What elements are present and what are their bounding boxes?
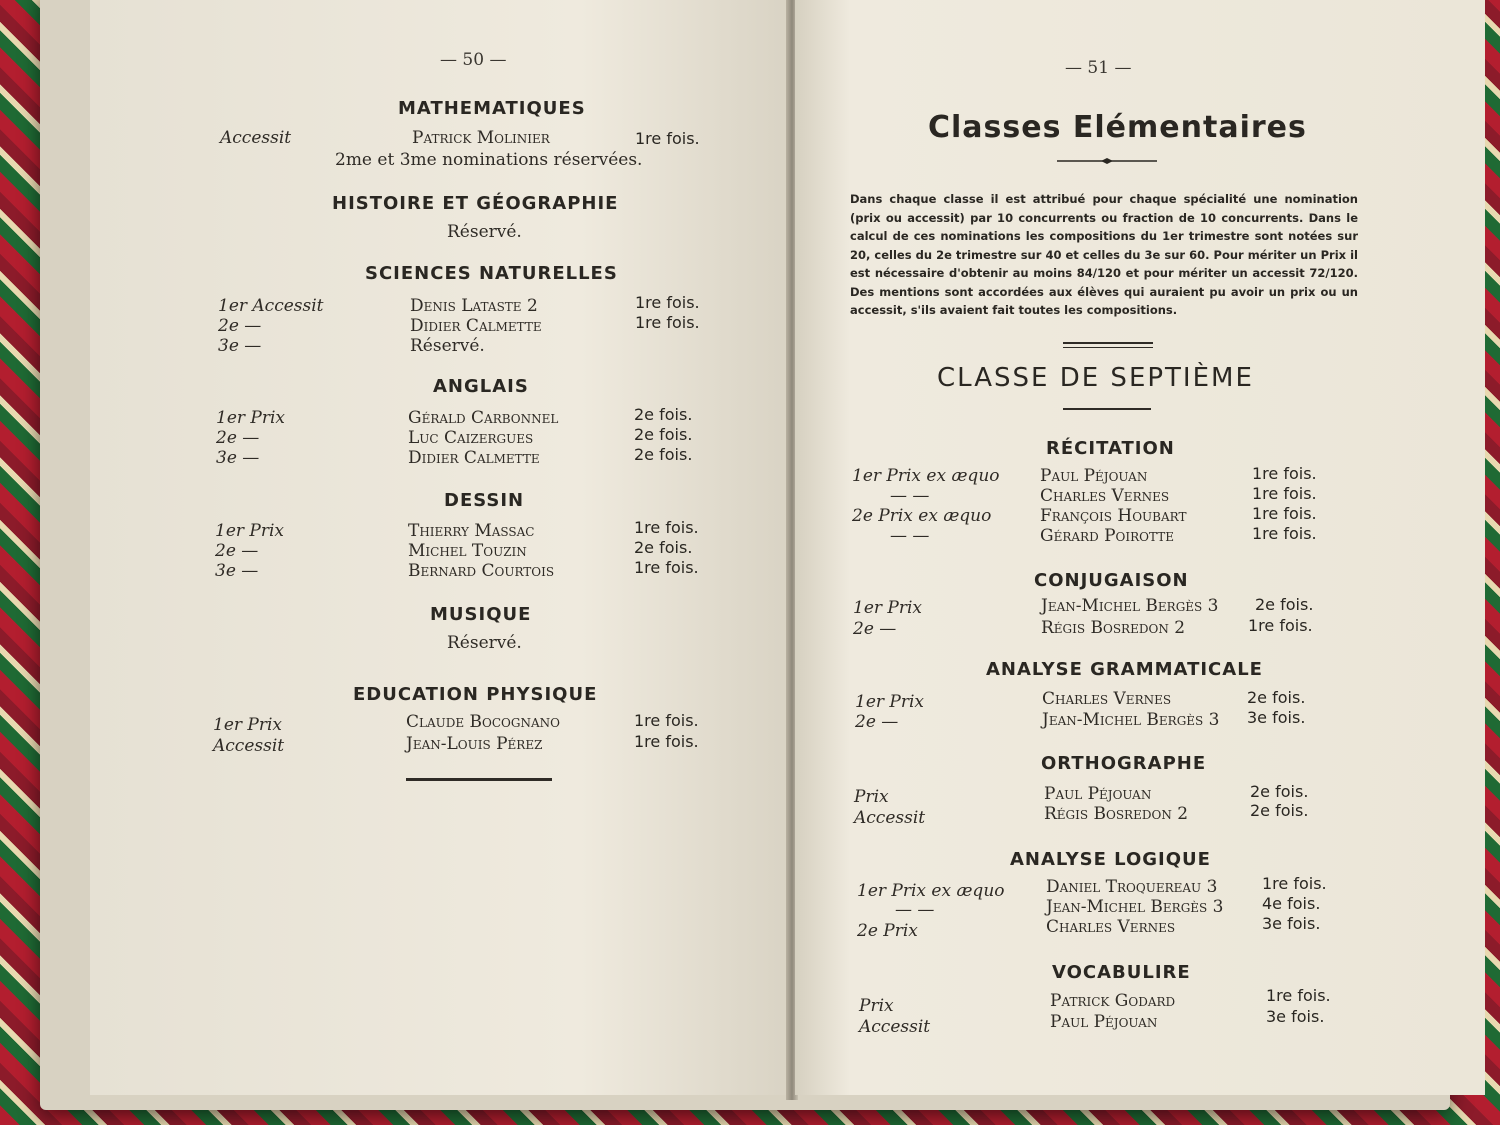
rank: Prix — [854, 787, 889, 807]
count: 1re fois. — [1248, 616, 1313, 635]
name: Charles Vernes — [1046, 917, 1176, 937]
rank: 2e — — [853, 619, 897, 639]
rank: Accessit — [213, 736, 285, 756]
rank: — — — [890, 526, 930, 546]
divider — [1063, 408, 1151, 410]
rank: 1er Prix ex æquo — [857, 881, 1005, 901]
rank: 1er Prix — [853, 598, 922, 618]
page-title: Classes Elémentaires — [928, 110, 1307, 145]
name: Gérald Carbonnel — [408, 408, 559, 428]
count: 1re fois. — [635, 129, 700, 148]
name: Jean-Michel Bergès 3 — [1042, 710, 1220, 730]
count: 3e fois. — [1262, 914, 1321, 933]
page-number: — 51 — — [1065, 58, 1132, 78]
right-page — [795, 0, 1485, 1095]
rank: 1er Prix — [213, 715, 282, 735]
note: 2me et 3me nominations réservées. — [335, 150, 643, 170]
name: Paul Péjouan — [1050, 1012, 1158, 1032]
rank: 3e — — [216, 448, 260, 468]
ornament-icon — [1057, 158, 1157, 164]
count: 1re fois. — [634, 732, 699, 751]
rank: Accessit — [854, 808, 926, 828]
class-title: CLASSE DE SEPTIÈME — [937, 363, 1254, 393]
name: Régis Bosredon 2 — [1044, 804, 1189, 824]
note: Réservé. — [447, 222, 522, 242]
count: 2e fois. — [1250, 782, 1309, 801]
name: Jean-Michel Bergès 3 — [1041, 596, 1219, 616]
count: 2e fois. — [1255, 595, 1314, 614]
name: Réservé. — [410, 336, 485, 356]
name: Charles Vernes — [1042, 689, 1172, 709]
section-heading: MUSIQUE — [430, 604, 532, 625]
count: 2e fois. — [634, 538, 693, 557]
count: 2e fois. — [1247, 688, 1306, 707]
section-heading: RÉCITATION — [1046, 438, 1175, 459]
name: Paul Péjouan — [1044, 784, 1152, 804]
name: Patrick Godard — [1050, 991, 1176, 1011]
rank: 3e — — [215, 561, 259, 581]
note: Réservé. — [447, 633, 522, 653]
count: 2e fois. — [634, 445, 693, 464]
rank: Prix — [859, 996, 894, 1016]
name: Didier Calmette — [408, 448, 540, 468]
name: Denis Lataste 2 — [410, 296, 538, 316]
count: 4e fois. — [1262, 894, 1321, 913]
rank: 1er Prix — [215, 521, 284, 541]
count: 3e fois. — [1247, 708, 1306, 727]
count: 1re fois. — [635, 313, 700, 332]
name: Patrick Molinier — [412, 128, 550, 148]
rank: 2e — — [855, 712, 899, 732]
rank: 1er Prix — [216, 408, 285, 428]
name: Jean-Louis Pérez — [406, 734, 543, 754]
count: 2e fois. — [1250, 801, 1309, 820]
divider — [1063, 347, 1153, 348]
rank: 2e — — [216, 428, 260, 448]
rank: 1er Prix ex æquo — [852, 466, 1000, 486]
rank: 3e — — [218, 336, 262, 356]
open-book — [40, 0, 1450, 1110]
rank: 2e — — [218, 316, 262, 336]
name: Claude Bocognano — [406, 712, 560, 732]
rank: 1er Accessit — [218, 296, 324, 316]
count: 1re fois. — [1252, 464, 1317, 483]
rank: Accessit — [859, 1017, 931, 1037]
count: 1re fois. — [1252, 504, 1317, 523]
rank: 1er Prix — [855, 692, 924, 712]
name: Michel Touzin — [408, 541, 527, 561]
section-heading: SCIENCES NATURELLES — [365, 263, 618, 284]
divider — [1063, 342, 1153, 344]
name: Didier Calmette — [410, 316, 542, 336]
left-page — [90, 0, 790, 1095]
name: Thierry Massac — [408, 521, 535, 541]
section-heading: ORTHOGRAPHE — [1041, 753, 1207, 774]
rank: — — — [895, 900, 935, 920]
page-number: — 50 — — [440, 50, 507, 70]
section-heading: ANGLAIS — [433, 376, 529, 397]
section-heading: HISTOIRE ET GÉOGRAPHIE — [332, 193, 619, 214]
name: Paul Péjouan — [1040, 466, 1148, 486]
rank: 2e Prix — [857, 921, 918, 941]
count: 1re fois. — [634, 558, 699, 577]
section-heading: EDUCATION PHYSIQUE — [353, 684, 598, 705]
section-heading: DESSIN — [444, 490, 525, 511]
name: Daniel Troquereau 3 — [1046, 877, 1218, 897]
count: 1re fois. — [1252, 524, 1317, 543]
section-heading: CONJUGAISON — [1034, 570, 1189, 591]
rank: — — — [890, 486, 930, 506]
count: 2e fois. — [634, 425, 693, 444]
count: 1re fois. — [1262, 874, 1327, 893]
end-rule — [406, 778, 552, 781]
section-heading: MATHEMATIQUES — [398, 98, 586, 119]
count: 1re fois. — [1266, 986, 1331, 1005]
rank: Accessit — [220, 128, 292, 148]
name: Régis Bosredon 2 — [1041, 618, 1186, 638]
name: Bernard Courtois — [408, 561, 555, 581]
rank: 2e — — [215, 541, 259, 561]
name: Gérard Poirotte — [1040, 526, 1174, 546]
count: 1re fois. — [634, 518, 699, 537]
name: Luc Caizergues — [408, 428, 534, 448]
section-heading: VOCABULIRE — [1052, 962, 1191, 983]
count: 1re fois. — [1252, 484, 1317, 503]
count: 3e fois. — [1266, 1007, 1325, 1026]
name: Charles Vernes — [1040, 486, 1170, 506]
rank: 2e Prix ex æquo — [852, 506, 992, 526]
name: Jean-Michel Bergès 3 — [1046, 897, 1224, 917]
intro-paragraph: Dans chaque classe il est attribué pour chaque spécialité une nomination (prix ou accessit) par 10 concurrents ou fraction de 10 concurrents. Dans le calcul de ces nominations les compositions du 1er trimestre sont notées sur 20, celles du 2e trimestre sur 40 et celles du 3e sur 60. Pour mériter un Prix il est nécessaire d'obtenir au moins 84/120 et pour mériter un accessit 72/120. Des mentions sont accordées aux élèves qui auraient pu avoir un prix ou un accessit, s'ils avaient fait toutes les compositions. — [850, 192, 1358, 317]
name: François Houbart — [1040, 506, 1187, 526]
count: 1re fois. — [635, 293, 700, 312]
count: 1re fois. — [634, 711, 699, 730]
section-heading: ANALYSE GRAMMATICALE — [986, 659, 1263, 680]
count: 2e fois. — [634, 405, 693, 424]
section-heading: ANALYSE LOGIQUE — [1010, 849, 1211, 870]
